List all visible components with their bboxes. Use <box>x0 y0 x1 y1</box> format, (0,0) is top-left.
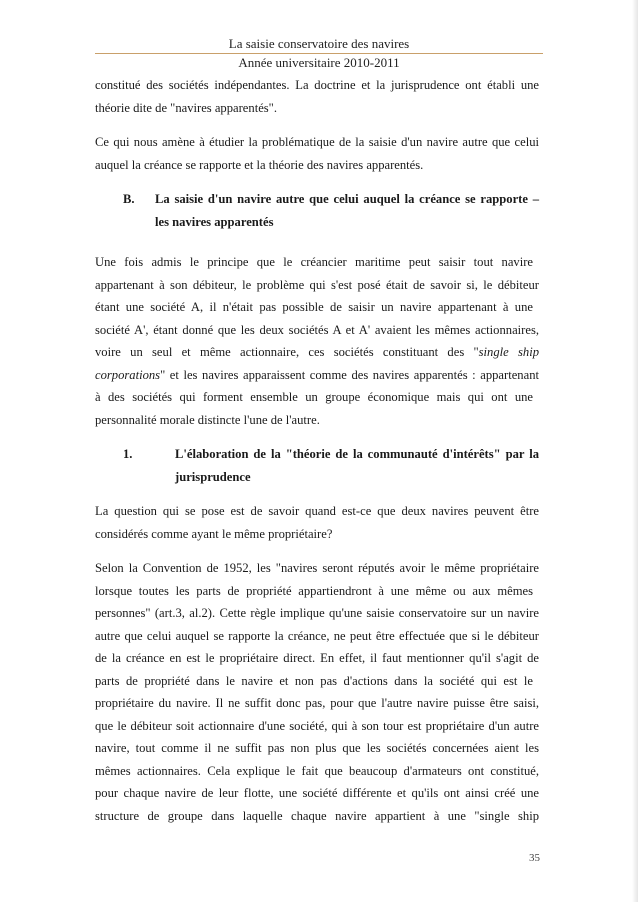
text-line: pour chaque navire de leur flotte, une société différente et qu'ils ont ainsi créé une <box>95 786 539 800</box>
text-line: auquel la créance se rapporte et la théorie des navires apparentés. <box>95 157 424 172</box>
text-run: voire un seul et même actionnaire, ces sociétés constituant des " <box>95 345 479 359</box>
text-line: Ce qui nous amène à étudier la problématique de la saisie d'un navire autre que celui <box>95 135 539 149</box>
document-body <box>95 74 539 827</box>
text-line: Une fois admis le principe que le créancier maritime peut saisir tout navire <box>95 255 533 269</box>
text-line <box>95 341 539 364</box>
paragraph-2 <box>95 131 539 176</box>
header-subtitle: Année universitaire 2010-2011 <box>238 55 400 70</box>
text-line: personnes" (art.3, al.2). Cette règle implique qu'une saisie conservatoire sur un navire <box>95 606 539 620</box>
page-number: 35 <box>529 852 540 864</box>
page-edge-shadow <box>632 0 638 902</box>
text-line: que le débiteur soit actionnaire d'une société, qui à son tour est propriétaire d'un autre <box>95 718 539 733</box>
section-title <box>175 443 539 488</box>
text-line: lorsque toutes les parts de propriété appartiendront à une même ou aux mêmes <box>95 583 533 598</box>
text-line: constitué des sociétés indépendantes. La doctrine et la jurisprudence ont établi une <box>95 78 539 92</box>
text-line: de la créance en est le propriétaire direct. En effet, il faut mentionner qu'il s'agit de <box>95 651 539 665</box>
heading-line: La saisie d'un navire autre que celui auquel la créance se rapporte – <box>155 192 539 206</box>
paragraph-3 <box>95 251 539 431</box>
heading-line: L'élaboration de la "théorie de la communauté d'intérêts" par la <box>175 447 539 461</box>
text-line: propriétaire du navire. Il ne suffit donc pas, pour que l'autre navire puisse être saisi, <box>95 696 539 710</box>
paragraph-5 <box>95 557 539 827</box>
text-line: étant une société A, il n'était pas possible de saisir un navire appartenant à une <box>95 300 533 314</box>
section-number: B. <box>123 192 135 206</box>
text-line: appartenant à son débiteur, le problème qui s'est posé était de savoir si, le débiteur <box>95 277 539 292</box>
text-line: considérés comme ayant le même propriétaire? <box>95 526 333 541</box>
paragraph-4 <box>95 500 539 545</box>
text-line: théorie dite de "navires apparentés". <box>95 100 277 115</box>
text-line: autre que celui auquel se rapporte la créance, ne peut être effectuée que si le débiteur <box>95 628 539 643</box>
text-line: navire, tout comme il ne suffit pas non plus que les sociétés concernées aient les <box>95 741 539 755</box>
text-line: La question qui se pose est de savoir quand est-ce que deux navires peuvent être <box>95 504 539 518</box>
text-line <box>95 364 539 387</box>
section-title <box>155 188 539 233</box>
text-line: parts de propriété dans le navire et non pas d'actions dans la société qui est le <box>95 673 533 688</box>
italic-term: corporations <box>95 367 161 382</box>
text-line: à des sociétés qui forment ensemble un groupe économique mais qui ont une <box>95 390 533 404</box>
header-rule <box>95 53 543 54</box>
text-line: mêmes actionnaires. Cela explique le fait que beaucoup d'armateurs ont constitué, <box>95 763 539 778</box>
text-line: personnalité morale distincte l'une de l'autre. <box>95 412 320 427</box>
section-heading-1 <box>123 443 539 488</box>
italic-term: single ship <box>478 345 539 359</box>
heading-line: les navires apparentés <box>155 214 274 229</box>
text-line: société A', étant donné que les deux sociétés A et A' avaient les mêmes actionnaires, <box>95 322 539 337</box>
text-line: Selon la Convention de 1952, les "navires seront réputés avoir le même propriétaire <box>95 561 539 575</box>
text-line: structure de groupe dans laquelle chaque navire appartient à une "single ship <box>95 808 539 823</box>
section-number: 1. <box>123 447 133 461</box>
text-run: " et les navires apparaissent comme des navires apparentés : appartenant <box>160 367 539 382</box>
paragraph-1 <box>95 74 539 119</box>
section-heading-b <box>123 188 539 233</box>
header-title: La saisie conservatoire des navires <box>228 36 410 51</box>
heading-line: jurisprudence <box>175 469 251 484</box>
